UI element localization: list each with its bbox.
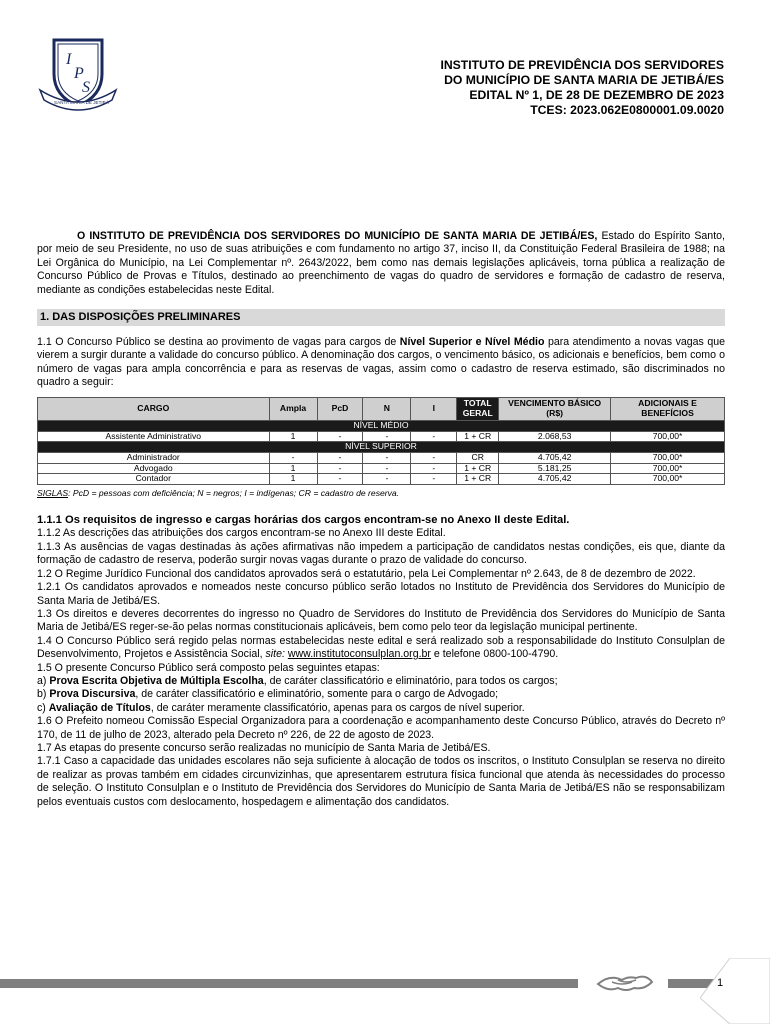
intro-paragraph [37,230,725,297]
etapa-a [37,675,725,688]
cell: 700,00* [611,453,725,464]
cell: - [411,453,457,464]
cell: - [269,453,317,464]
etapa-b-prefix: b) [37,688,50,701]
etapa-c-prefix: c) [37,701,49,714]
table-row [38,453,725,464]
item-1-7: 1.7 As etapas do presente concurso serão realizadas no município de Santa Maria de Jetibá/ES. [37,741,491,754]
svg-text:I: I [66,51,72,68]
item-1-5: 1.5 O presente Concurso Público será composto pelas seguintes etapas: [37,661,380,674]
paragraph-1-1 [37,336,725,390]
cell: - [411,431,457,442]
cell: 1 [269,463,317,474]
page-corner-icon [700,958,770,1024]
cell: 5.181,25 [499,463,611,474]
th-adicionais: ADICIONAIS E BENEFÍCIOS [611,397,725,420]
cell: Advogado [38,463,270,474]
siglas-note [37,487,725,500]
handshake-icon [590,970,660,996]
cell: Assistente Administrativo [38,431,270,442]
intro-text: Estado do Espírito Santo, por meio de seu Presidente, no uso de suas atribuições e com fundamento no artigo 37, inciso II, da Constituição Federal Brasileira de 1988; na Lei Orgânica do Município, na Lei Complementar nº. 2643/2022, bem como nas demais legislações aplicáveis, torna pública a realização de Concurso Público de Provas e Títulos, destinado ao preenchimento de vagas do quadro de servidores e formação de cadastro de reserva, mediante as condições estabelecidas neste Edital. [37,230,725,296]
th-i: I [411,397,457,420]
item-1-2: 1.2 O Regime Jurídico Funcional dos candidatos aprovados será o estatutário, pela Lei Complementar nº 2.643, de 8 de dezembro de 2022. [37,567,696,580]
cell: - [363,463,411,474]
cell: - [317,474,363,485]
cell: - [411,474,457,485]
item-1-6: 1.6 O Prefeito nomeou Comissão Especial Organizadora para a coordenação e acompanhamento deste Concurso Público, através do Decreto nº 170, de 11 de julho de 2023, alterado pela Decreto nº 226, de 22 de agosto de 2023. [37,715,725,741]
cell: 1 + CR [457,431,499,442]
cell: - [363,474,411,485]
p11-part-b: Nível Superior e Nível Médio [399,336,545,349]
th-total-geral: TOTAL GERAL [457,397,499,420]
item-1-4-text: 1.4 O Concurso Público será regido pelas normas estabelecidas neste edital e será realizado sob a responsabilidade do Instituto Consulplan de Desenvolvimento, Projetos e Assistência Social, [37,634,725,661]
item-1-7-1: 1.7.1 Caso a capacidade das unidades escolares não seja suficiente à alocação de todos os inscritos, o Instituto Consulplan se reserva no direito de realizar as provas também em cidades circunvizinhas, que apresentarem estrutura física funcional que atenda às necessidades do processo de seleção. O Instituto Consulplan e o Instituto de Previdência dos Servidores do Município de Santa Maria de Jetibá/ES não se responsabilizam pelos eventuais custos com deslocamento, hospedagem e alimentação dos candidatos. [37,755,725,808]
cell: 1 + CR [457,463,499,474]
page-number: 1 [716,977,724,989]
etapa-c-rest: , de caráter meramente classificatório, apenas para os cargos de nível superior. [150,701,525,714]
header-line-1: INSTITUTO DE PREVIDÊNCIA DOS SERVIDORES [440,58,724,72]
cell: - [317,463,363,474]
document-header [264,58,724,118]
site-label: site: [265,648,285,661]
item-1-4-end: e telefone 0800-100-4790. [430,648,559,661]
cell: 700,00* [611,463,725,474]
th-ampla: Ampla [269,397,317,420]
item-1-1-1: 1.1.1 Os requisitos de ingresso e cargas horárias dos cargos encontram-se no Anexo II deste Edital. [37,514,570,527]
cell: Contador [38,474,270,485]
siglas-label: SIGLAS [37,487,69,498]
item-1-1-3: 1.1.3 As ausências de vagas destinadas às ações afirmativas não impedem a participação de candidatos nestas condições, eis que, diante da formação de cadastro de reserva, poderão surgir novas vagas durante o prazo de validade do concurso. [37,540,725,567]
svg-text:S: S [82,79,90,96]
table-header-row [38,397,725,420]
header-line-2: DO MUNICÍPIO DE SANTA MARIA DE JETIBÁ/ES [444,73,724,87]
table-row [38,463,725,474]
cell: 2.068,53 [499,431,611,442]
etapa-a-bold: Prova Escrita Objetiva de Múltipla Escolha [49,674,264,687]
etapa-b-rest: , de caráter classificatório e eliminatório, somente para o cargo de Advogado; [135,688,499,701]
band-medio-label: NÍVEL MÉDIO [38,420,725,431]
band-superior-label: NÍVEL SUPERIOR [38,442,725,453]
etapa-a-rest: , de caráter classificatório e eliminatório, para todos os cargos; [263,674,558,687]
th-n: N [363,397,411,420]
cell: Administrador [38,453,270,464]
cell: 700,00* [611,431,725,442]
svg-text:P: P [74,65,84,82]
document-body [37,230,725,809]
item-1-1-2: 1.1.2 As descrições das atribuições dos cargos encontram-se no Anexo III deste Edital. [37,527,446,540]
cell: - [317,453,363,464]
p11-part-a: 1.1 O Concurso Público se destina ao provimento de vagas para cargos de [37,336,400,349]
cell: 1 [269,474,317,485]
etapa-c-bold: Avaliação de Títulos [48,701,151,714]
cell: - [411,463,457,474]
item-1-2-1: 1.2.1 Os candidatos aprovados e nomeados neste concurso público serão lotados no Instituto de Previdência dos Servidores do Município de Santa Maria de Jetibá/ES. [37,581,725,607]
header-line-3: EDITAL Nº 1, DE 28 DE DEZEMBRO DE 2023 [469,88,724,102]
header-line-4: TCES: 2023.062E0800001.09.0020 [530,103,724,117]
etapa-a-prefix: a) [37,674,50,687]
etapa-b [37,688,725,701]
cell: 1 + CR [457,474,499,485]
p11-part-c: para atendimento a novas vagas que vierem a surgir durante a validade do concurso público. A denominação dos cargos, o vencimento básico, os adicionais e benefícios, bem como o número de vagas para ampla concorrência e para as reservas de vagas, assim como o cadastro de reserva estimado, são discriminados no quadro a seguir: [37,336,726,389]
table-row [38,431,725,442]
svg-text:SANTA MARIA DE JETIBÁ: SANTA MARIA DE JETIBÁ [54,100,109,105]
cell: - [363,431,411,442]
cell: - [317,431,363,442]
cell: 1 [269,431,317,442]
th-cargo: CARGO [38,397,270,420]
cell: 4.705,42 [499,453,611,464]
table-row [38,474,725,485]
th-pcd: PcD [317,397,363,420]
institute-logo [36,34,120,114]
etapa-c [37,702,725,715]
th-vencimento: VENCIMENTO BÁSICO (R$) [499,397,611,420]
etapa-b-bold: Prova Discursiva [49,688,136,701]
vagas-table [37,397,725,485]
item-1-3: 1.3 Os direitos e deveres decorrentes do ingresso no Quadro de Servidores do Instituto de Previdência dos Servidores do Município de Santa Maria de Jetibá/ES reger-se-ão pelas normas constitucionais aplicáveis, bem como pelo teor da legislação municipal pertinente. [37,607,725,634]
band-nivel-superior [38,442,725,453]
cell: 4.705,42 [499,474,611,485]
band-nivel-medio [38,420,725,431]
item-1-4 [37,635,725,662]
siglas-text: : PcD = pessoas com deficiência; N = negros; I = indígenas; CR = cadastro de reserva. [68,487,400,498]
consulplan-link[interactable]: www.institutoconsulplan.org.br [287,648,431,661]
intro-bold: O INSTITUTO DE PREVIDÊNCIA DOS SERVIDORES DO MUNICÍPIO DE SANTA MARIA DE JETIBÁ/ES, [77,230,598,242]
cell: - [363,453,411,464]
cell: CR [457,453,499,464]
footer-bar [0,979,578,988]
cell: 700,00* [611,474,725,485]
section-title-1: 1. DAS DISPOSIÇÕES PRELIMINARES [37,309,725,326]
